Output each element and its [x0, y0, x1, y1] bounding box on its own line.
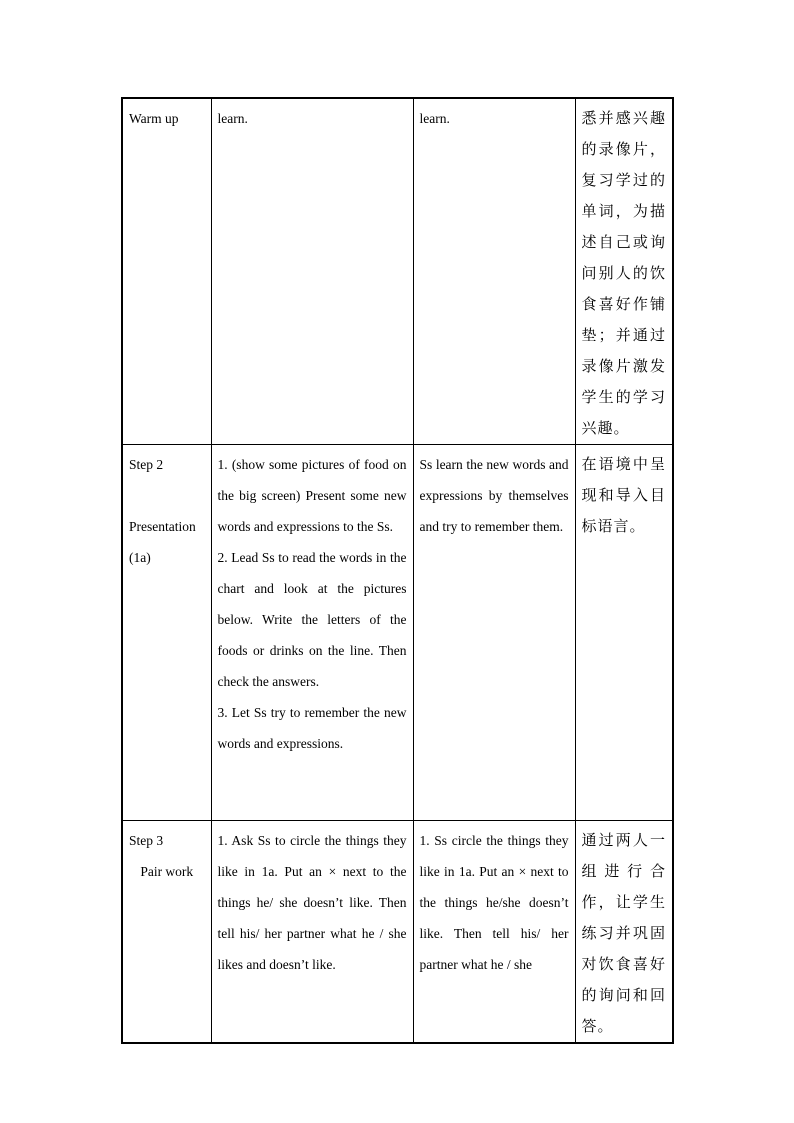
step-label: Step 2 — [129, 457, 164, 472]
student-activity-text: 1. Ss circle the things they like in 1a. Put an × next to the things he/she doesn’t like. Then tell his/ her partner what he / she — [419, 833, 569, 972]
student-activity-cell — [413, 821, 575, 1044]
step-cell — [122, 98, 211, 445]
teacher-activity-item: 2. Lead Ss to read the words in the chart and look at the pictures below. Write the letters of the foods or drinks on the line. Then check the answers. — [217, 550, 407, 689]
lesson-plan-table — [121, 97, 674, 1044]
teacher-activity-cell — [211, 98, 413, 445]
table-row-pair-work — [122, 821, 673, 1044]
student-activity-cell — [413, 98, 575, 445]
teacher-activity-cell — [211, 821, 413, 1044]
step-cell — [122, 821, 211, 1044]
design-purpose-cell — [575, 445, 673, 821]
design-purpose-cell — [575, 98, 673, 445]
step-sublabel: Presentation (1a) — [129, 519, 196, 565]
teacher-activity-text: learn. — [217, 111, 248, 126]
teacher-activity-item: 1. (show some pictures of food on the big screen) Present some new words and expressions to the Ss. — [217, 457, 407, 534]
design-purpose-text: 悉并感兴趣的录像片，复习学过的单词，为描述自己或询问别人的饮食喜好作铺垫；并通过录像片激发学生的学习兴趣。 — [581, 109, 666, 437]
design-purpose-text: 通过两人一组进行合作，让学生练习并巩固对饮食喜好的询问和回答。 — [581, 831, 666, 1035]
design-purpose-cell — [575, 821, 673, 1044]
student-activity-text: learn. — [419, 111, 450, 126]
step-sublabel: Pair work — [140, 864, 194, 879]
teacher-activity-item: 3. Let Ss try to remember the new words and expressions. — [217, 705, 407, 751]
step-label: Warm up — [129, 111, 179, 126]
student-activity-cell — [413, 445, 575, 821]
table-row-warm-up — [122, 98, 673, 445]
teacher-activity-text: 1. Ask Ss to circle the things they like in 1a. Put an × next to the things he/ she doesn’t like. Then tell his/ her partner what he / she likes and doesn’t like. — [217, 833, 407, 972]
student-activity-text: Ss learn the new words and expressions by themselves and try to remember them. — [419, 457, 569, 534]
design-purpose-text: 在语境中呈现和导入目标语言。 — [581, 455, 666, 535]
teacher-activity-cell — [211, 445, 413, 821]
step-label: Step 3 — [129, 833, 164, 848]
step-cell — [122, 445, 211, 821]
table-row-presentation — [122, 445, 673, 821]
